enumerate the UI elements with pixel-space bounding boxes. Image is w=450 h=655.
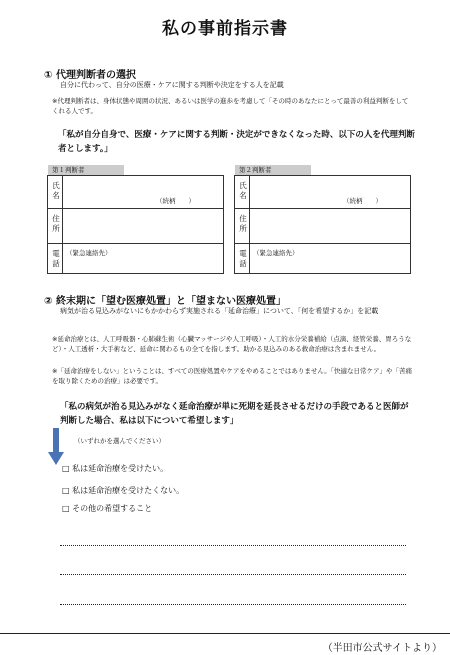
name-label: 氏 名	[239, 181, 247, 200]
option-want-treatment[interactable]: □ 私は延命治療を受けたい。	[62, 464, 169, 473]
down-arrow-icon	[48, 428, 64, 466]
section1-note: ※代理判断者は、身体状態や周囲の状況、あるいは医学の進歩を考慮して「その時のあなたにとって最善の利益判断をしてくれる人です。	[52, 97, 409, 115]
proxy-table-1	[47, 175, 224, 274]
section2-subheading: 病気が治る見込みがないにもかかわらず実施される「延命治療」について、「何を希望するか」を記載	[60, 307, 379, 315]
section1-subheading: 自分に代わって、自分の医療・ケアに関する判断や決定をする人を記載	[60, 81, 284, 89]
relation-label: （続柄 ）	[156, 197, 195, 205]
page-title: 私の事前指示書	[162, 19, 288, 39]
emergency-contact-label: （緊急連絡先）	[66, 249, 112, 257]
section2-note2: ※「延命治療をしない」ということは、すべての医療処置やケアをやめることではありません。「快適な日常ケア」や「苦痛を取り除くための治療」は必要です。	[52, 367, 412, 385]
table1-header: 第１判断者	[48, 165, 124, 175]
address-label: 住 所	[52, 214, 60, 233]
choose-instruction: （いずれかを選んでください）	[74, 437, 165, 445]
answer-line[interactable]	[60, 545, 406, 546]
emergency-contact-label: （緊急連絡先）	[253, 249, 299, 257]
phone-label: 電 話	[52, 249, 60, 268]
proxy-table-2	[234, 175, 411, 274]
relation-label: （続柄 ）	[343, 197, 382, 205]
phone-label: 電 話	[239, 249, 247, 268]
source-credit: （半田市公式サイトより）	[322, 643, 442, 654]
table2-header: 第２判断者	[235, 165, 311, 175]
name-label: 氏 名	[52, 181, 60, 200]
section2-heading: ② 終末期に「望む医療処置」と「望まない医療処置」	[44, 296, 286, 307]
answer-line[interactable]	[60, 574, 406, 575]
section2-quote: 「私の病気が治る見込みがなく延命治療が単に死期を延長させるだけの手段であると医師が判断した場合、私は以下について希望します」	[60, 402, 409, 426]
option-other-wishes[interactable]: □ その他の希望すること	[62, 504, 153, 513]
address-label: 住 所	[239, 214, 247, 233]
section1-quote: 「私が自分自身で、医療・ケアに関する判断・決定ができなくなった時、以下の人を代理判断者とします。」	[58, 130, 415, 154]
footer-divider	[0, 633, 450, 634]
section2-note1: ※延命治療とは、人工呼吸器・心肺蘇生術（心臓マッサージや人工呼吸）・人工的水分栄養補給（点滴、経管栄養、胃ろうなど）・人工透析・大手術など、延命に関わるもの全てを指します。助かる見込みのある救命治療は含まれません。	[52, 335, 412, 353]
section1-heading: ① 代理判断者の選択	[44, 70, 136, 81]
answer-line[interactable]	[60, 604, 406, 605]
option-refuse-treatment[interactable]: □ 私は延命治療を受けたくない。	[62, 486, 185, 495]
